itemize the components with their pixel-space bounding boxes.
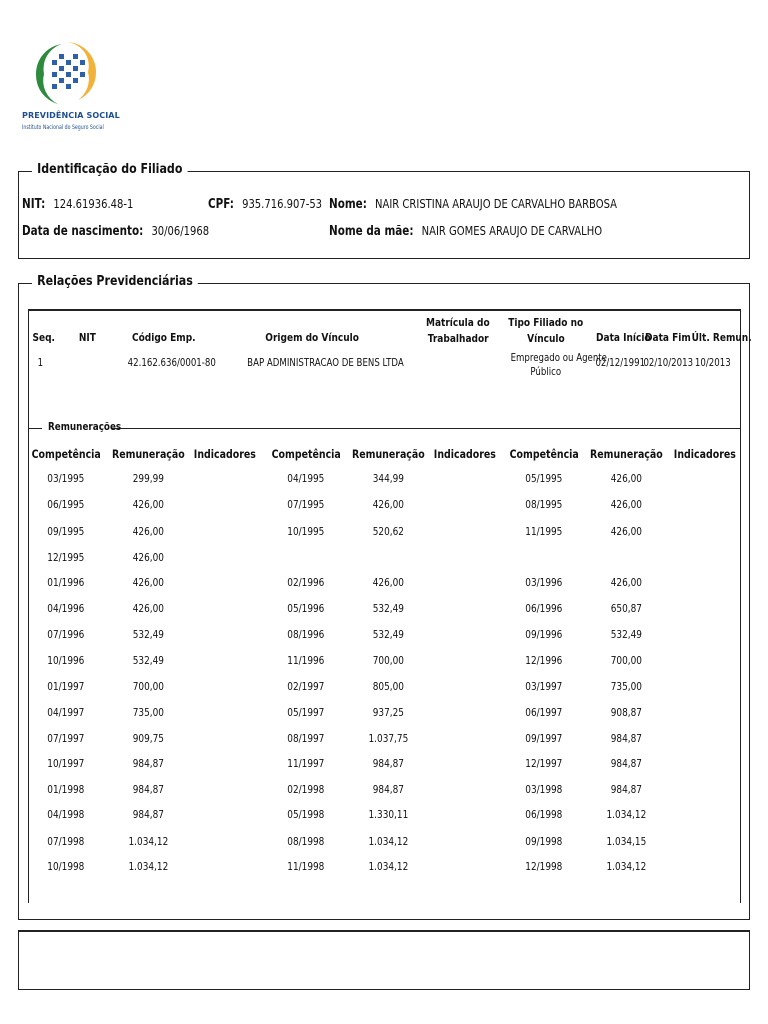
remuneracoes-competencia: 04/1997: [47, 707, 85, 719]
row-nit: [72, 356, 102, 370]
remuneracoes-valor: 1.330,11: [368, 809, 408, 821]
mae-label: Nome da mãe:: [329, 224, 414, 239]
row-data-fim: 02/10/2013: [643, 357, 694, 369]
remuneracoes-competencia: 10/1996: [47, 655, 85, 667]
remuneracoes-competencia: 10/1995: [287, 526, 325, 538]
remuneracoes-competencia: 04/1995: [287, 473, 325, 485]
remuneracoes-header: Indicadores: [433, 447, 497, 461]
remuneracoes-competencia: 05/1998: [287, 809, 325, 821]
mae-field: [329, 220, 670, 239]
remuneracoes-rule-right: [112, 428, 741, 429]
remuneracoes-competencia: 09/1998: [525, 836, 563, 848]
remuneracoes-valor: 937,25: [372, 707, 404, 719]
previdencia-logo: [20, 38, 120, 138]
remuneracoes-valor: 1.034,12: [606, 861, 646, 873]
header-matricula: Matrícula do Trabalhador: [426, 316, 490, 345]
remuneracoes-valor: 426,00: [372, 577, 404, 589]
remuneracoes-valor: 805,00: [372, 681, 404, 693]
header-data-fim: Data Fim: [645, 331, 691, 344]
remuneracoes-competencia: 11/1997: [287, 758, 325, 770]
remuneracoes-valor: 532,49: [372, 603, 404, 615]
remuneracoes-competencia: 04/1998: [47, 809, 85, 821]
remuneracoes-valor: 426,00: [132, 552, 164, 564]
remuneracoes-header: Indicadores: [193, 447, 257, 461]
identificacao-section: [18, 171, 750, 259]
remuneracoes-valor: 700,00: [610, 655, 642, 667]
remuneracoes-competencia: 06/1998: [525, 809, 563, 821]
nome-value: NAIR CRISTINA ARAUJO DE CARVALHO BARBOSA: [375, 196, 617, 211]
remuneracoes-competencia: 12/1998: [525, 861, 563, 873]
mae-value: NAIR GOMES ARAUJO DE CARVALHO: [421, 223, 603, 238]
remuneracoes-competencia: [271, 552, 341, 564]
previdencia-emblem-icon: [32, 38, 100, 108]
remuneracoes-valor: 1.037,75: [368, 733, 408, 745]
remuneracoes-valor: 984,87: [610, 758, 642, 770]
remuneracoes-valor: [591, 552, 661, 564]
remuneracoes-valor: 532,49: [372, 629, 404, 641]
remuneracoes-valor: 984,87: [132, 784, 164, 796]
remuneracoes-competencia: 06/1996: [525, 603, 563, 615]
remuneracoes-competencia: 09/1996: [525, 629, 563, 641]
remuneracoes-competencia: 12/1996: [525, 655, 563, 667]
remuneracoes-competencia: 02/1997: [287, 681, 325, 693]
nit-field: [22, 193, 161, 212]
remuneracoes-competencia: 01/1996: [47, 577, 85, 589]
remuneracoes-competencia: 01/1998: [47, 784, 85, 796]
row-data-inicio: 02/12/1991: [595, 357, 646, 369]
remuneracoes-competencia: 07/1995: [287, 499, 325, 511]
remuneracoes-competencia: 09/1995: [47, 526, 85, 538]
row-matricula: [418, 356, 498, 370]
cpf-value: 935.716.907-53: [242, 196, 323, 211]
remuneracoes-valor: 426,00: [132, 603, 164, 615]
remuneracoes-header: Competência: [509, 447, 579, 461]
nome-field: [329, 193, 689, 212]
remuneracoes-valor: [353, 552, 423, 564]
logo-name: PREVIDÊNCIA SOCIAL: [22, 111, 120, 120]
nit-label: NIT:: [22, 197, 46, 212]
remuneracoes-valor: 532,49: [132, 655, 164, 667]
remuneracoes-competencia: 09/1997: [525, 733, 563, 745]
remuneracoes-competencia: 07/1998: [47, 836, 85, 848]
cpf-label: CPF:: [208, 197, 234, 212]
remuneracoes-competencia: 12/1995: [47, 552, 85, 564]
remuneracoes-valor: 984,87: [372, 758, 404, 770]
remuneracoes-legend: Remunerações: [48, 420, 122, 433]
remuneracoes-competencia: 07/1997: [47, 733, 85, 745]
remuneracoes-competencia: 01/1997: [47, 681, 85, 693]
header-seq: Seq.: [32, 331, 55, 344]
remuneracoes-valor: 426,00: [372, 499, 404, 511]
remuneracoes-valor: 426,00: [610, 499, 642, 511]
nascimento-value: 30/06/1968: [151, 223, 210, 238]
remuneracoes-header: Remuneração: [111, 447, 185, 461]
remuneracoes-header: Competência: [31, 447, 101, 461]
row-codigo: 42.162.636/0001-80: [127, 357, 216, 369]
remuneracoes-valor: 1.034,12: [368, 836, 408, 848]
remuneracoes-competencia: 05/1995: [525, 473, 563, 485]
remuneracoes-valor: 520,62: [372, 526, 404, 538]
remuneracoes-valor: 344,99: [372, 473, 404, 485]
remuneracoes-valor: 984,87: [132, 758, 164, 770]
remuneracoes-competencia: 08/1995: [525, 499, 563, 511]
remuneracoes-valor: 426,00: [132, 577, 164, 589]
remuneracoes-competencia: 03/1995: [47, 473, 85, 485]
remuneracoes-valor: 700,00: [132, 681, 164, 693]
remuneracoes-valor: 426,00: [610, 473, 642, 485]
remuneracoes-competencia: 11/1998: [287, 861, 325, 873]
remuneracoes-header: Indicadores: [673, 447, 737, 461]
remuneracoes-competencia: [509, 552, 579, 564]
remuneracoes-valor: 984,87: [132, 809, 164, 821]
remuneracoes-valor: 735,00: [132, 707, 164, 719]
remuneracoes-valor: 908,87: [610, 707, 642, 719]
logo-subtitle: Instituto Nacional do Seguro Social: [22, 124, 104, 131]
nit-value: 124.61936.48-1: [53, 196, 134, 211]
nome-label: Nome:: [329, 197, 367, 212]
header-nit: NIT: [78, 331, 96, 344]
remuneracoes-valor: 426,00: [132, 499, 164, 511]
remuneracoes-competencia: 07/1996: [47, 629, 85, 641]
remuneracoes-competencia: 11/1995: [525, 526, 563, 538]
remuneracoes-competencia: 11/1996: [287, 655, 325, 667]
remuneracoes-valor: 1.034,12: [368, 861, 408, 873]
header-origem: Origem do Vínculo: [265, 331, 359, 344]
header-codigo: Código Emp.: [132, 331, 196, 344]
row-origem: BAP ADMINISTRACAO DE BENS LTDA: [247, 357, 404, 369]
remuneracoes-competencia: 03/1998: [525, 784, 563, 796]
nascimento-label: Data de nascimento:: [22, 224, 144, 239]
header-ult-remun: Últ. Remun.: [691, 331, 752, 344]
remuneracoes-valor: 426,00: [610, 526, 642, 538]
remuneracoes-valor: 532,49: [132, 629, 164, 641]
remuneracoes-valor: 532,49: [610, 629, 642, 641]
row-seq: 1: [37, 357, 43, 369]
remuneracoes-valor: 1.034,12: [128, 836, 168, 848]
remuneracoes-competencia: 08/1998: [287, 836, 325, 848]
remuneracoes-competencia: 04/1996: [47, 603, 85, 615]
remuneracoes-competencia: 10/1998: [47, 861, 85, 873]
relacoes-legend: Relações Previdenciárias: [32, 274, 198, 289]
header-data-inicio: Data Início: [595, 331, 651, 344]
remuneracoes-valor: 426,00: [610, 577, 642, 589]
remuneracoes-valor: 984,87: [372, 784, 404, 796]
row-tipo: Empregado ou Agente Público: [510, 352, 607, 378]
remuneracoes-competencia: 03/1996: [525, 577, 563, 589]
remuneracoes-valor: 909,75: [132, 733, 164, 745]
remuneracoes-valor: 299,99: [132, 473, 164, 485]
remuneracoes-header: Competência: [271, 447, 341, 461]
remuneracoes-valor: 984,87: [610, 733, 642, 745]
remuneracoes-valor: 426,00: [132, 526, 164, 538]
remuneracoes-competencia: 03/1997: [525, 681, 563, 693]
remuneracoes-rule-left: [28, 428, 42, 429]
remuneracoes-competencia: 12/1997: [525, 758, 563, 770]
remuneracoes-competencia: 10/1997: [47, 758, 85, 770]
remuneracoes-valor: 1.034,12: [128, 861, 168, 873]
header-tipo: Tipo Filiado no Vínculo: [508, 316, 584, 345]
remuneracoes-competencia: 05/1996: [287, 603, 325, 615]
footer-box: [18, 930, 750, 990]
remuneracoes-valor: 700,00: [372, 655, 404, 667]
remuneracoes-valor: 735,00: [610, 681, 642, 693]
identificacao-legend: Identificação do Filiado: [32, 162, 188, 177]
remuneracoes-competencia: 02/1998: [287, 784, 325, 796]
remuneracoes-valor: 1.034,12: [606, 809, 646, 821]
remuneracoes-header: Remuneração: [351, 447, 425, 461]
remuneracoes-valor: 650,87: [610, 603, 642, 615]
remuneracoes-competencia: 08/1996: [287, 629, 325, 641]
remuneracoes-competencia: 05/1997: [287, 707, 325, 719]
remuneracoes-competencia: 02/1996: [287, 577, 325, 589]
nascimento-field: [22, 220, 256, 239]
remuneracoes-valor: 1.034,15: [606, 836, 646, 848]
row-ult-remun: 10/2013: [695, 357, 731, 369]
remuneracoes-competencia: 08/1997: [287, 733, 325, 745]
remuneracoes-header: Remuneração: [589, 447, 663, 461]
remuneracoes-competencia: 06/1995: [47, 499, 85, 511]
remuneracoes-competencia: 06/1997: [525, 707, 563, 719]
remuneracoes-valor: 984,87: [610, 784, 642, 796]
